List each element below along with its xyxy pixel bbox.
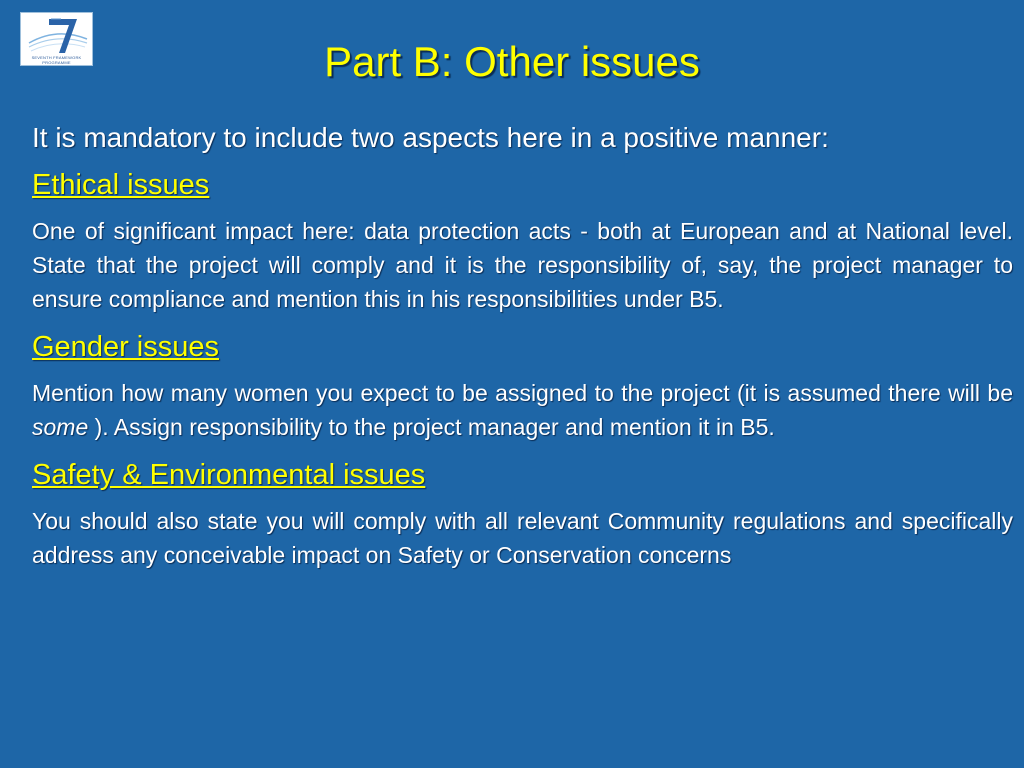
heading-ethical-issues: Ethical issues	[32, 169, 210, 201]
heading-safety-environmental-issues: Safety & Environmental issues	[32, 459, 426, 491]
safety-environmental-issues-text: You should also state you will comply with all relevant Community regulations and specifically address any conceivable impact on Safety or Conservation concerns	[32, 508, 1013, 568]
slide-content	[32, 120, 1013, 586]
intro-text: It is mandatory to include two aspects here in a positive manner:	[32, 122, 829, 153]
slide-title: Part B: Other issues	[324, 38, 700, 85]
gender-text-part2: ). Assign responsibility to the project manager and mention it in B5.	[88, 414, 775, 440]
gender-text-part1: Mention how many women you expect to be assigned to the project (it is assumed there will be	[32, 380, 1013, 406]
ethical-issues-text: One of significant impact here: data protection acts - both at European and at National level. State that the project will comply and it is the responsibility of, say, the project manager to ensure compliance and mention this in his responsibilities under B5.	[32, 218, 1013, 312]
logo-text-line1: SEVENTH FRAMEWORK	[31, 55, 82, 60]
gender-issues-text	[32, 376, 1013, 444]
gender-text-emphasis: some	[32, 414, 89, 440]
logo-text-line2: PROGRAMME	[42, 60, 71, 65]
heading-gender-issues: Gender issues	[32, 331, 219, 363]
